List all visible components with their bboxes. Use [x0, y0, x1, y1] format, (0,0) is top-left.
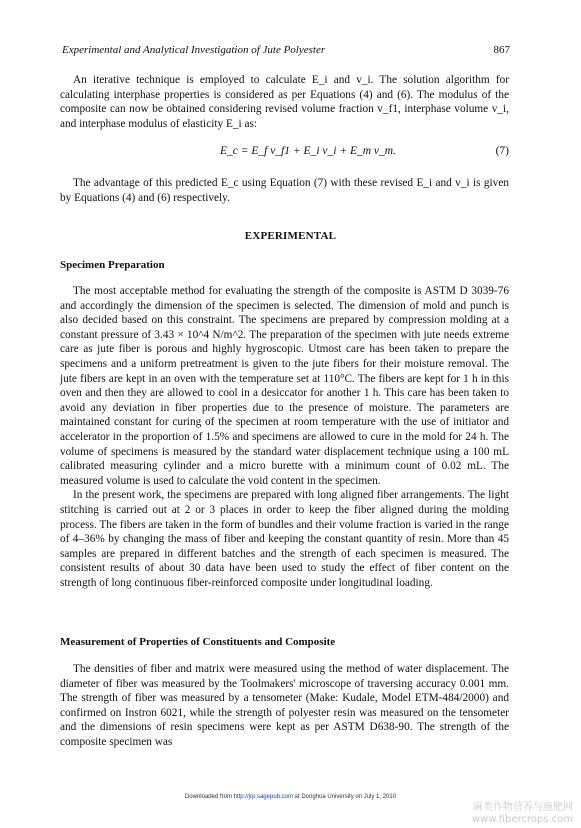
intro-paragraph-1-text: An iterative technique is employed to calculate E_i and v_i. The solution algorithm for calculating interphase properties is considered as per Equations (4) and (6). The modulus of the composite can now be obtained considering revised volume fraction v_f1, interphase volume v_i, and interphase modulus of elasticity E_i as: — [60, 74, 509, 130]
download-footer — [0, 794, 581, 800]
page-number: 867 — [493, 44, 510, 56]
running-header — [62, 44, 510, 56]
intro-paragraph-1 — [60, 73, 509, 131]
intro-paragraph-2 — [60, 176, 509, 205]
footer-link[interactable]: http://jrp.sagepub.com — [233, 794, 293, 800]
intro-paragraph-2-text: The advantage of this predicted E_c using Equation (7) with these revised E_i and v_i is given by Equations (4) and (6) respectively. — [60, 177, 509, 204]
running-title: Experimental and Analytical Investigation of Jute Polyester — [62, 44, 326, 56]
specimen-preparation-body — [60, 284, 509, 590]
specimen-paragraph-2: In the present work, the specimens are prepared with long aligned fiber arrangements. The light stitching is carried out at 2 or 3 places in order to keep the fiber aligned during the molding process. The fibers are taken in the form of bundles and their volume fraction is varied in the range of 4–36% by changing the mass of fiber and keeping the constant quantity of resin. More than 45 samples are prepared in different batches and the strength of each specimen is measured. The consistent results of about 30 data have been used to study the effect of fiber content on the strength of long continuous fiber-reinforced composite under longitudinal loading. — [60, 489, 509, 589]
watermark-line-2: www.fibercrops.com — [471, 814, 573, 825]
section-heading-experimental: EXPERIMENTAL — [244, 230, 337, 242]
equation-number: (7) — [495, 145, 509, 157]
footer-prefix: Downloaded from — [184, 794, 234, 800]
footer-suffix: at Donghua University on July 1, 2010 — [293, 794, 397, 800]
measurement-body — [60, 662, 509, 750]
specimen-paragraph-1: The most acceptable method for evaluating the strength of the composite is ASTM D 3039-76 and accordingly the dimension of the specimen is selected. The dimension of mold and punch is also decided based on this constraint. The specimens are prepared by compression molding at a constant pressure of 3.43 × 10^4 N/m^2. The preparation of the specimen with jute needs extreme care as jute fiber is porous and highly hygroscopic. Utmost care has been taken to prepare the specimens and a uniform pretreatment is given to the jute fibers for their moisture removal. The jute fibers are kept in an oven with the temperature set at 110°C. The fibers are kept for 1 h in this oven and then they are allowed to cool in a desiccator for another 1 h. This care has been taken to avoid any deviation in fiber properties due to the presence of moisture. The parameters are maintained constant for curing of the specimen at room temperature with the use of initiator and accelerator in the proportion of 1.5% and specimens are allowed to cure in the mold for 24 h. The volume of specimens is measured by the standard water displacement technique using a 100 mL calibrated measuring cylinder and a micro burette with a minimum count of 0.02 mL. The measured volume is used to calculate the void content in the specimen. — [60, 285, 509, 487]
measurement-paragraph-1: The densities of fiber and matrix were measured using the method of water displacement. The diameter of fiber was measured by the Toolmakers' microscope of traversing accuracy 0.001 mm. The strength of fiber was measured by a tensometer (Make: Kudale, Model ETM-484/2000) and confirmed on Instron 6021, while the strength of polyester resin was measured on the tensometer and the dimensions of resin specimens were kept as per ASTM D638-90. The strength of the composite specimen was — [60, 663, 509, 748]
subsection-heading-specimen-preparation: Specimen Preparation — [60, 259, 165, 271]
subsection-heading-measurement: Measurement of Properties of Constituents and Composite — [60, 636, 336, 648]
equation-expression: E_c = E_f v_f1 + E_i v_i + E_m v_m. — [220, 145, 396, 157]
watermark — [472, 802, 573, 826]
watermark-line-1: 麻类作物营养与施肥网 — [473, 802, 573, 813]
